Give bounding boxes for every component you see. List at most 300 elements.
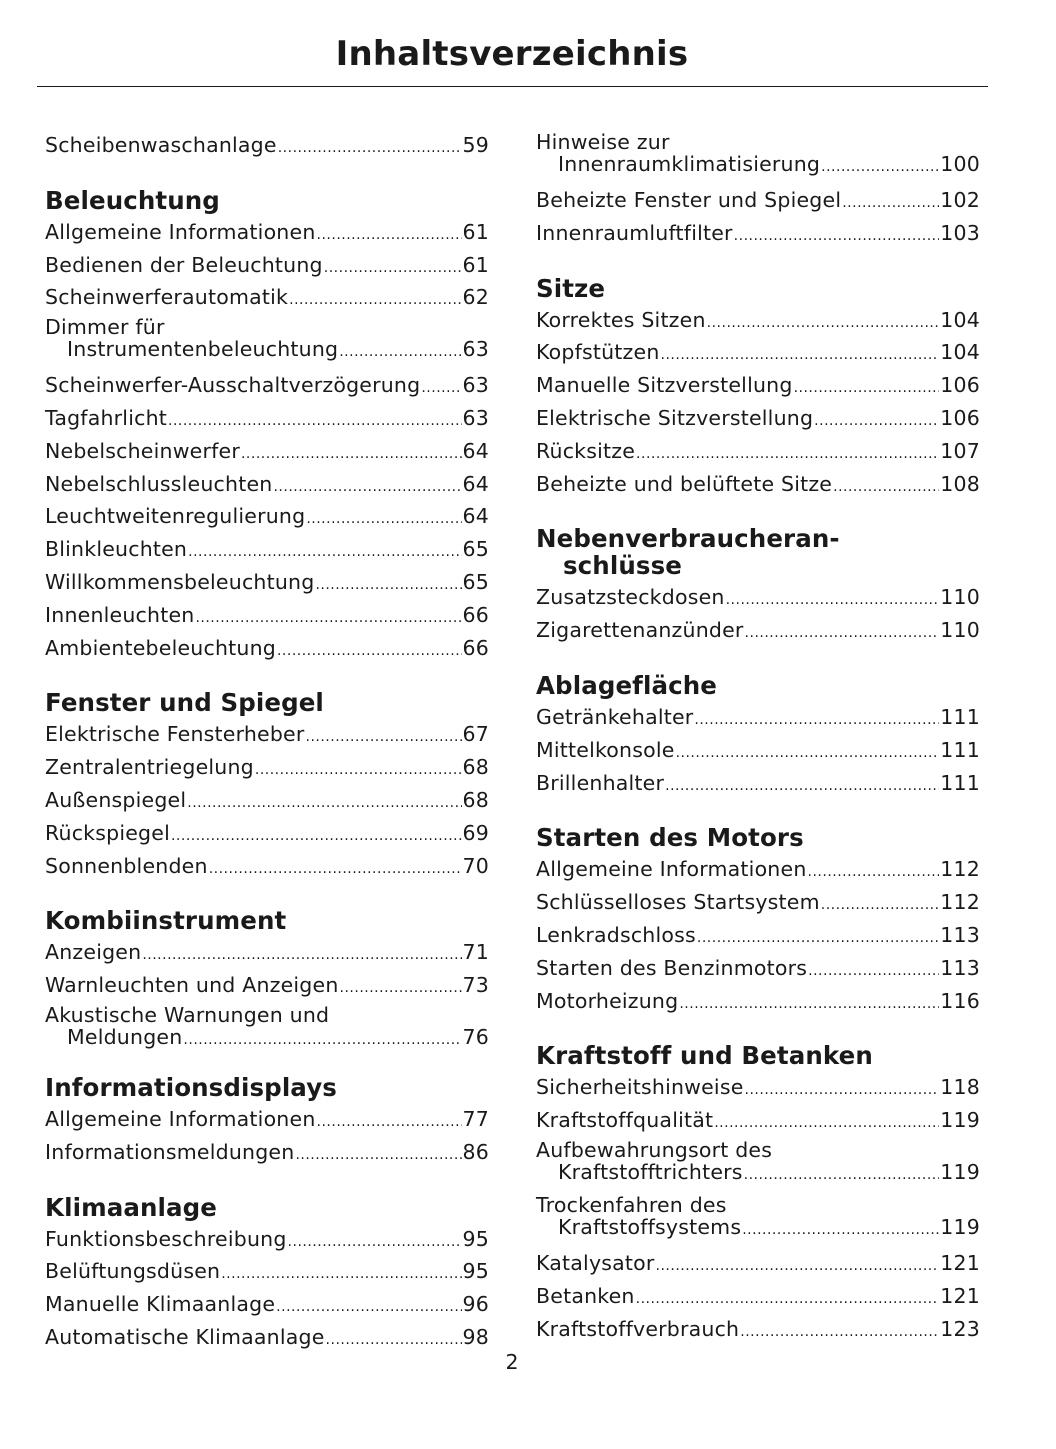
dot-leader: [697, 924, 939, 954]
toc-entry-line: [45, 283, 489, 316]
toc-entry-line: [45, 971, 489, 1004]
toc-entry[interactable]: [45, 568, 489, 601]
toc-entry-label: Manuelle Sitzverstellung: [536, 373, 793, 398]
toc-entry[interactable]: [45, 720, 489, 753]
toc-entry-page: 107: [940, 438, 980, 463]
toc-entry-line: [45, 1138, 489, 1171]
toc-entry-line: [536, 616, 980, 649]
toc-section-kombiinstrument: [45, 907, 489, 1051]
toc-entry-label: Funktionsbeschreibung: [45, 1226, 287, 1251]
toc-entry-page: 96: [462, 1292, 489, 1317]
toc-entry-label-line1: Akustische Warnungen und: [45, 1002, 330, 1027]
section-heading: [45, 689, 489, 716]
toc-entry[interactable]: [45, 819, 489, 852]
toc-entry-page: 68: [462, 755, 489, 780]
section-heading-text: Sitze: [536, 273, 606, 303]
toc-entry[interactable]: [45, 852, 489, 885]
toc-entry-label: Zusatzsteckdosen: [536, 585, 725, 610]
toc-entry-page: 64: [462, 504, 489, 529]
toc-entry-label: Sonnenblenden: [45, 853, 208, 878]
toc-entry-page: 116: [940, 988, 980, 1013]
toc-entry-line: [45, 338, 489, 363]
dot-leader: [221, 1260, 461, 1290]
toc-entry-label: Kraftstofftrichters: [558, 1159, 743, 1184]
dot-leader: [744, 1164, 940, 1186]
toc-entry[interactable]: [536, 1315, 980, 1348]
toc-entry-label: Rücksitze: [536, 438, 636, 463]
dot-leader: [734, 222, 940, 252]
toc-entry-page: 64: [462, 471, 489, 496]
toc-entry[interactable]: [536, 736, 980, 769]
toc-entry-page: 67: [462, 722, 489, 747]
toc-entry-label: Außenspiegel: [45, 787, 187, 812]
section-heading-text: Kombiinstrument: [45, 906, 287, 936]
toc-entry[interactable]: [45, 971, 489, 1004]
section-heading-text: Beleuchtung: [45, 185, 220, 215]
section-heading: [45, 1194, 489, 1221]
dot-leader: [665, 772, 939, 802]
toc-section-fenster-und-spiegel: [45, 689, 489, 884]
toc-entry-label: Starten des Benzinmotors: [536, 955, 808, 980]
toc-entry[interactable]: [45, 601, 489, 634]
toc-entry-page: 111: [940, 704, 980, 729]
toc-entry[interactable]: [45, 786, 489, 819]
toc-entry-label: Instrumentenbeleuchtung: [67, 337, 339, 362]
toc-entry-label: Korrektes Sitzen: [536, 307, 706, 332]
toc-entry[interactable]: [536, 987, 980, 1020]
toc-entry[interactable]: [536, 1194, 980, 1241]
dot-leader: [808, 858, 940, 888]
toc-entry-page: 110: [940, 618, 980, 643]
toc-entry-line: [536, 338, 980, 371]
toc-section: [45, 131, 489, 164]
toc-entry-page: 103: [940, 220, 980, 245]
toc-entry-label: Willkommensbeleuchtung: [45, 569, 315, 594]
toc-entry-page: 123: [940, 1316, 980, 1341]
toc-entry-line: [536, 153, 980, 178]
dot-leader: [714, 1109, 939, 1139]
dot-leader: [636, 440, 939, 470]
toc-entry-label: Innenraumluftfilter: [536, 220, 733, 245]
toc-entry-page: 119: [940, 1159, 980, 1184]
toc-entry-label: Mittelkonsole: [536, 737, 675, 762]
toc-entry-label: Kopfstützen: [536, 340, 660, 365]
dot-leader: [241, 440, 462, 470]
toc-entry-label: Scheinwerfer-Ausschaltverzögerung: [45, 373, 421, 398]
toc-entry-label: Scheibenwaschanlage: [45, 133, 277, 157]
toc-section-informationsdisplays: [45, 1074, 489, 1171]
section-heading-text: Informationsdisplays: [45, 1072, 337, 1102]
toc-entry-line: [536, 470, 980, 503]
toc-entry-line: [45, 753, 489, 786]
section-heading-text: Klimaanlage: [45, 1192, 218, 1222]
dot-leader: [187, 789, 461, 819]
toc-entry-line: [536, 404, 980, 437]
toc-entry-page: 111: [940, 737, 980, 762]
toc-entry-line: [45, 852, 489, 885]
toc-entry-label: Katalysator: [536, 1250, 655, 1275]
toc-entry-line: [45, 1290, 489, 1323]
toc-entry-page: 65: [462, 569, 489, 594]
toc-entry[interactable]: [45, 1004, 489, 1051]
toc-entry-label: Elektrische Sitzverstellung: [536, 405, 814, 430]
toc-entry[interactable]: [536, 703, 980, 736]
toc-entry-page: 95: [462, 1226, 489, 1251]
toc-entry[interactable]: [536, 371, 980, 404]
toc-left-column: [45, 131, 489, 1379]
toc-entry-page: 63: [462, 405, 489, 430]
toc-entry-label: Betanken: [536, 1283, 635, 1308]
toc-entry[interactable]: [536, 616, 980, 649]
toc-entry[interactable]: [536, 1282, 980, 1315]
toc-entry-line: [45, 251, 489, 284]
toc-entry-page: 111: [940, 770, 980, 795]
toc-entry-line: [536, 736, 980, 769]
toc-entry-page: 61: [462, 252, 489, 277]
toc-entry[interactable]: [45, 470, 489, 503]
toc-entry[interactable]: [45, 502, 489, 535]
toc-entry[interactable]: [536, 855, 980, 888]
toc-entry-page: 59: [462, 133, 489, 157]
toc-entry-line: [45, 1225, 489, 1258]
toc-entry-label: Tagfahrlicht: [45, 405, 167, 430]
toc-entry-line: [45, 502, 489, 535]
toc-entry-label: Innenleuchten: [45, 602, 195, 627]
toc-entry-page: 69: [462, 820, 489, 845]
section-heading-text: Nebenverbraucheran-: [536, 524, 840, 554]
dot-leader: [168, 407, 462, 437]
toc-entry[interactable]: [45, 437, 489, 470]
toc-entry[interactable]: [45, 131, 489, 164]
toc-entry-label: Bedienen der Beleuchtung: [45, 252, 323, 277]
toc-entry-line: [45, 131, 489, 164]
toc-entry[interactable]: [45, 316, 489, 363]
page-title: Inhaltsverzeichnis: [335, 34, 689, 74]
toc-entry[interactable]: [536, 186, 980, 219]
section-heading: [536, 1042, 980, 1069]
dot-leader: [833, 473, 939, 503]
dot-leader: [183, 1029, 461, 1051]
dot-leader: [726, 586, 940, 616]
dot-leader: [276, 1293, 461, 1323]
toc-entry-page: 66: [462, 602, 489, 627]
toc-entry-label: Allgemeine Informationen: [45, 1106, 316, 1131]
toc-entry-line: [45, 371, 489, 404]
toc-entry-label: Informationsmeldungen: [45, 1139, 295, 1164]
dot-leader: [289, 286, 461, 316]
toc-entry-page: 70: [462, 853, 489, 878]
page-number: 2: [505, 1350, 519, 1374]
toc-entry-line: [45, 634, 489, 667]
toc-entry-page: 106: [940, 373, 980, 398]
toc-entry-line: [536, 306, 980, 339]
toc-entry[interactable]: [45, 938, 489, 971]
toc-entry-line: [536, 437, 980, 470]
toc-entry-page: 118: [940, 1075, 980, 1100]
dot-leader: [288, 1228, 462, 1258]
dot-leader: [814, 407, 939, 437]
toc-entry[interactable]: [45, 1225, 489, 1258]
toc-entry-line: [45, 786, 489, 819]
toc-entry-page: 64: [462, 438, 489, 463]
dot-leader: [740, 1318, 939, 1348]
title-divider: [37, 86, 988, 87]
toc-entry-page: 104: [940, 307, 980, 332]
dot-leader: [273, 473, 461, 503]
toc-entry-page: 86: [462, 1139, 489, 1164]
toc-entry[interactable]: [45, 753, 489, 786]
toc-entry-line: [536, 1106, 980, 1139]
toc-entry-line: [45, 1026, 489, 1051]
toc-entry-label: Beheizte und belüftete Sitze: [536, 471, 833, 496]
toc-entry-page: 63: [462, 337, 489, 362]
dot-leader: [339, 341, 461, 363]
dot-leader: [277, 637, 462, 667]
toc-entry-label-line1: Trockenfahren des: [536, 1192, 727, 1217]
dot-leader: [142, 941, 461, 971]
toc-entry-page: 71: [462, 940, 489, 965]
section-heading: [45, 187, 489, 214]
dot-leader: [324, 254, 462, 284]
toc-entry-label-line1: Hinweise zur: [536, 130, 670, 154]
toc-entry-page: 110: [940, 585, 980, 610]
dot-leader: [656, 1252, 940, 1282]
toc-entry-page: 113: [940, 955, 980, 980]
toc-entry[interactable]: [536, 219, 980, 252]
toc-section-ablageflaeche: [536, 672, 980, 801]
toc-entry[interactable]: [45, 404, 489, 437]
toc-entry-label: Schlüsselloses Startsystem: [536, 890, 820, 915]
dot-leader: [661, 341, 940, 371]
toc-entry-line: [536, 1161, 980, 1186]
toc-entry-page: 119: [940, 1108, 980, 1133]
toc-entry-line: [536, 371, 980, 404]
toc-entry-label: Kraftstoffqualität: [536, 1108, 714, 1133]
dot-leader: [315, 571, 461, 601]
toc-entry-label: Lenkradschloss: [536, 922, 696, 947]
toc-entry[interactable]: [536, 437, 980, 470]
section-heading: [45, 1074, 489, 1101]
section-heading-text: Fenster und Spiegel: [45, 688, 324, 718]
toc-entry-label-line1: Dimmer für: [45, 315, 165, 340]
toc-entry-label: Brillenhalter: [536, 770, 665, 795]
toc-entry-line: [536, 1315, 980, 1348]
toc-entry-page: 113: [940, 922, 980, 947]
toc-entry-label: Beheizte Fenster und Spiegel: [536, 188, 842, 212]
toc-entry-page: 76: [462, 1024, 489, 1049]
toc-entry-line: [536, 1249, 980, 1282]
dot-leader: [278, 134, 462, 164]
toc-entry-label: Motorheizung: [536, 988, 679, 1013]
toc-entry-label: Belüftungsdüsen: [45, 1259, 221, 1284]
toc-entry-page: 68: [462, 787, 489, 812]
toc-entry[interactable]: [536, 769, 980, 802]
dot-leader: [676, 739, 940, 769]
toc-entry[interactable]: [536, 583, 980, 616]
toc-entry-page: 62: [462, 285, 489, 310]
toc-entry-line: [536, 186, 980, 219]
toc-entry-page: 108: [940, 471, 980, 496]
dot-leader: [707, 309, 940, 339]
toc-entry-page: 61: [462, 219, 489, 244]
dot-leader: [188, 538, 461, 568]
toc-entry[interactable]: [536, 1249, 980, 1282]
dot-leader: [745, 1076, 940, 1106]
section-heading-text: Kraftstoff und Betanken: [536, 1041, 873, 1071]
toc-entry-label: Allgemeine Informationen: [536, 857, 807, 882]
toc-entry-page: 121: [940, 1283, 980, 1308]
section-heading: [45, 907, 489, 934]
section-heading: [536, 672, 980, 699]
toc-entry-line: [536, 1073, 980, 1106]
toc-entry[interactable]: [45, 1138, 489, 1171]
toc-entry-page: 104: [940, 340, 980, 365]
toc-entry-line: [536, 855, 980, 888]
toc-entry-page: 112: [940, 857, 980, 882]
toc-entry[interactable]: [45, 283, 489, 316]
toc-entry-label: Nebelschlussleuchten: [45, 471, 273, 496]
toc-entry[interactable]: [536, 1106, 980, 1139]
toc-entry-line: [536, 219, 980, 252]
toc-section-beleuchtung: [45, 187, 489, 667]
toc-entry[interactable]: [536, 1139, 980, 1186]
dot-leader: [679, 990, 939, 1020]
toc-entry[interactable]: [536, 921, 980, 954]
toc-entry-label: Allgemeine Informationen: [45, 219, 316, 244]
toc-entry-line: [536, 769, 980, 802]
toc-entry-page: 112: [940, 890, 980, 915]
toc-entry-label: Leuchtweitenregulierung: [45, 504, 306, 529]
dot-leader: [636, 1285, 940, 1315]
toc-entry-label: Anzeigen: [45, 940, 142, 965]
dot-leader: [421, 374, 461, 404]
toc-entry-label: Zigarettenanzünder: [536, 618, 744, 643]
toc-entry-page: 102: [940, 188, 980, 212]
section-heading: [536, 525, 980, 579]
toc-entry-label: Zentralentriegelung: [45, 755, 254, 780]
dot-leader: [821, 156, 939, 178]
toc-entry[interactable]: [45, 1105, 489, 1138]
toc-entry-page: 66: [462, 635, 489, 660]
dot-leader: [195, 604, 461, 634]
toc-entry[interactable]: [536, 338, 980, 371]
toc-entry[interactable]: [536, 954, 980, 987]
toc-entry-line: [45, 568, 489, 601]
section-heading: [536, 275, 980, 302]
toc-entry-label: Rückspiegel: [45, 820, 170, 845]
toc-entry-line: [536, 1282, 980, 1315]
toc-entry-label: Warnleuchten und Anzeigen: [45, 973, 339, 998]
toc-section-nebenverbraucheran: [536, 525, 980, 649]
toc-section-starten-des-motors: [536, 824, 980, 1019]
toc-entry[interactable]: [45, 251, 489, 284]
toc-entry[interactable]: [45, 535, 489, 568]
toc-entry-label: Elektrische Fensterheber: [45, 722, 305, 747]
toc-entry-page: 73: [462, 973, 489, 998]
toc-entry-line: [536, 888, 980, 921]
toc-entry-label: Getränkehalter: [536, 704, 694, 729]
section-heading-text: Starten des Motors: [536, 823, 804, 853]
toc-entry-line: [45, 404, 489, 437]
toc-entry[interactable]: [536, 888, 980, 921]
dot-leader: [171, 822, 462, 852]
toc-entry-line: [45, 218, 489, 251]
toc-entry-line: [536, 987, 980, 1020]
toc-entry-line: [45, 1257, 489, 1290]
toc-entry[interactable]: [45, 1290, 489, 1323]
toc-entry-label: Kraftstoffsystems: [558, 1214, 742, 1239]
dot-leader: [306, 723, 462, 753]
toc-section-klimaanlage: [45, 1194, 489, 1356]
section-heading-continuation: schlüsse: [563, 551, 682, 581]
toc-entry-line: [45, 938, 489, 971]
toc-entry-page: 100: [940, 152, 980, 176]
toc-entry-line: [45, 470, 489, 503]
toc-entry-page: 98: [462, 1324, 489, 1349]
dot-leader: [808, 957, 939, 987]
toc-entry-label: Sicherheitshinweise: [536, 1075, 744, 1100]
toc-entry-page: 106: [940, 405, 980, 430]
toc-entry-label: Ambientebeleuchtung: [45, 635, 276, 660]
toc-entry-page: 77: [462, 1106, 489, 1131]
section-heading-text: Ablagefläche: [536, 670, 717, 700]
toc-entry[interactable]: [45, 218, 489, 251]
dot-leader: [742, 1219, 939, 1241]
dot-leader: [842, 189, 939, 219]
toc-entry[interactable]: [536, 470, 980, 503]
toc-section-kraftstoff-und-betanken: [536, 1042, 980, 1347]
toc-entry-label: Innenraumklimatisierung: [558, 152, 821, 176]
dot-leader: [255, 756, 462, 786]
toc-entry-label: Meldungen: [67, 1024, 183, 1049]
toc-entry[interactable]: [536, 1073, 980, 1106]
dot-leader: [340, 974, 462, 1004]
toc-right-column: [536, 131, 980, 1370]
toc-entry-page: 65: [462, 537, 489, 562]
toc-entry[interactable]: [536, 306, 980, 339]
toc-entry-label: Kraftstoffverbrauch: [536, 1316, 740, 1341]
toc-entry-line: [536, 703, 980, 736]
toc-entry-line: [536, 583, 980, 616]
toc-entry-line: [45, 1105, 489, 1138]
toc-entry-page: 95: [462, 1259, 489, 1284]
dot-leader: [306, 505, 461, 535]
toc-entry-line: [536, 1216, 980, 1241]
toc-entry-page: 121: [940, 1250, 980, 1275]
toc-entry-line: [45, 535, 489, 568]
toc-entry-page: 119: [940, 1214, 980, 1239]
toc-entry-line: [536, 921, 980, 954]
dot-leader: [295, 1141, 461, 1171]
toc-entry[interactable]: [536, 404, 980, 437]
toc-entry[interactable]: [45, 634, 489, 667]
toc-entry[interactable]: [45, 1257, 489, 1290]
dot-leader: [694, 706, 939, 736]
toc-entry-line: [45, 601, 489, 634]
toc-entry-label-line1: Aufbewahrungsort des: [536, 1137, 773, 1162]
toc-section: [536, 131, 980, 252]
toc-section-sitze: [536, 275, 980, 503]
dot-leader: [209, 855, 462, 885]
toc-entry-label: Blinkleuchten: [45, 537, 188, 562]
toc-entry-line: [45, 437, 489, 470]
toc-entry[interactable]: [45, 371, 489, 404]
toc-entry[interactable]: [536, 131, 980, 178]
toc-entry-line: [536, 954, 980, 987]
dot-leader: [317, 221, 462, 251]
toc-entry-label: Manuelle Klimaanlage: [45, 1292, 276, 1317]
dot-leader: [821, 891, 940, 921]
